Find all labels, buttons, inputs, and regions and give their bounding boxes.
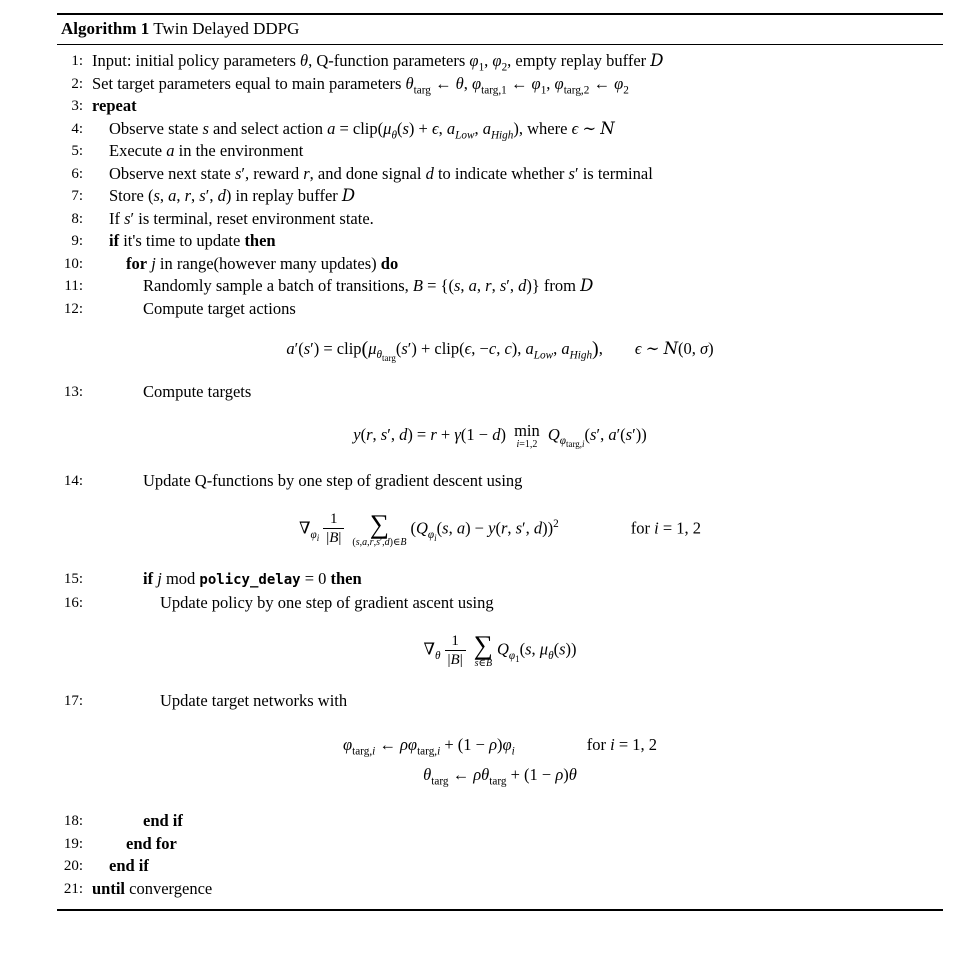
equation-q-update: $\nabla_{\varphi_i}$ $\frac{1}{|B|}$ ∑ (s,a,r,s′,d)∈B ($Q_{\varphi_i}(s$, a) − y(r, s′, d))$^2$ for i = 1, 2 [298, 508, 702, 548]
line-text: if it's time to update then [109, 231, 276, 250]
algo-line-18 [57, 810, 943, 833]
line-text: until convergence [92, 878, 213, 898]
line-text: Compute targets [143, 382, 252, 401]
line-text: end for [126, 833, 177, 853]
algo-line-6 [57, 163, 943, 186]
line-number: 8: [71, 210, 83, 227]
equation-target-actions: $a'(s') = clip(\mu_{\theta_{targ}}(s')$ + clip(ϵ, −c, c), $a_{Low}$, $a_{High}$), ϵ ∼ N(0, σ) [286, 338, 714, 364]
line-number: 21: [63, 880, 83, 897]
algo-line-15 [57, 568, 943, 592]
algo-line-19 [57, 833, 943, 856]
equation-target-networks: $\varphi_{targ,i}$ ← $\rho\varphi_{targ,i} + (1 - \rho)\varphi_i$ for i = 1, 2 $\theta_{targ}$ ← $\rho\theta_{targ} + (1 - \rho)\theta$ [342, 735, 658, 788]
algo-line-5 [57, 140, 943, 163]
line-text: Execute a in the environment [109, 141, 304, 160]
line-number: 10: [63, 255, 83, 272]
line-number: 11: [64, 278, 83, 294]
algorithm-body [57, 45, 943, 900]
line-number: 13: [63, 384, 83, 400]
algo-line-3 [57, 95, 943, 118]
algo-line-10 [57, 253, 943, 276]
line-text: If s′ is terminal, reset environment state. [109, 208, 374, 228]
line-number: 15: [63, 571, 83, 588]
equation-policy-update: $\nabla_\theta$ $\frac{1}{|B|}$ ∑ s∈B $Q_{\varphi_1}(s$, $\mu_\theta(s)$) [423, 630, 577, 670]
line-number: 6: [71, 165, 83, 182]
line-number: 5: [71, 143, 83, 159]
line-text: Set target parameters equal to main parameters $\theta_{targ}$ ← θ, $\varphi_{targ,1}$ ← $\varphi_1$, $\varphi_{targ,2}$ ← $\varphi_2$ [92, 73, 629, 96]
algo-line-20 [57, 855, 943, 878]
algo-line-8 [57, 208, 943, 231]
line-number: 17: [63, 692, 83, 709]
algorithm-box [57, 13, 943, 911]
line-number: 16: [63, 594, 83, 611]
algo-line-16 [57, 592, 943, 615]
line-text: Observe next state s′, reward r, and done signal d to indicate whether s′ is terminal [109, 163, 653, 183]
algo-line-2 [57, 73, 943, 96]
algo-line-7 [57, 185, 943, 208]
algo-line-1 [57, 50, 943, 73]
line-text: Update target networks with [160, 690, 348, 710]
line-text: Update Q-functions by one step of gradient descent using [143, 471, 523, 491]
line-number: 7: [71, 188, 83, 204]
line-number: 4: [71, 120, 83, 137]
algo-line-9 [57, 230, 943, 253]
line-number: 19: [63, 835, 83, 852]
line-number: 3: [71, 98, 83, 114]
line-text: Randomly sample a batch of transitions, B = {(s, a, r, s′, d)} from D [143, 276, 594, 295]
algo-line-13 [57, 381, 943, 404]
line-text: if j mod policy_delay = 0 then [143, 569, 362, 589]
line-text: end if [109, 856, 149, 876]
line-text: end if [143, 811, 183, 831]
line-number: 18: [63, 813, 83, 830]
algorithm-title: Twin Delayed DDPG [153, 19, 300, 38]
algorithm-header [57, 15, 943, 44]
algo-line-21 [57, 878, 943, 901]
line-number: 20: [63, 858, 83, 875]
line-number: 9: [71, 233, 83, 249]
line-number: 14: [63, 473, 83, 490]
line-text: Compute target actions [143, 298, 296, 318]
line-text: repeat [92, 96, 137, 115]
line-text: Input: initial policy parameters θ, Q-function parameters $\varphi_1$, $\varphi_2$, empty replay buffer D [92, 51, 664, 74]
algorithm-label: Algorithm 1 [61, 19, 150, 38]
equation-targets: y(r, s′, d) = r + γ(1 − d) min i=1,2 $Q_{\varphi_{targ,i}}(s'$, a′(s′)) [353, 420, 647, 450]
bottom-rule [57, 909, 943, 911]
line-text: Update policy by one step of gradient ascent using [160, 592, 494, 612]
line-number: 2: [71, 75, 83, 92]
algo-line-12 [57, 298, 943, 321]
line-number: 12: [63, 300, 83, 317]
algo-line-14 [57, 470, 943, 493]
line-text: Store (s, a, r, s′, d) in replay buffer D [109, 186, 356, 205]
algo-line-4 [57, 118, 943, 141]
line-number: 1: [71, 53, 83, 69]
line-text: for j in range(however many updates) do [126, 253, 399, 273]
algo-line-11 [57, 275, 943, 298]
line-text: Observe state s and select action $a = clip(\mu_\theta(s) + \epsilon$, $a_{Low}$, $a_{High}$), where ϵ ∼ N [109, 118, 615, 141]
algo-line-17 [57, 690, 943, 713]
